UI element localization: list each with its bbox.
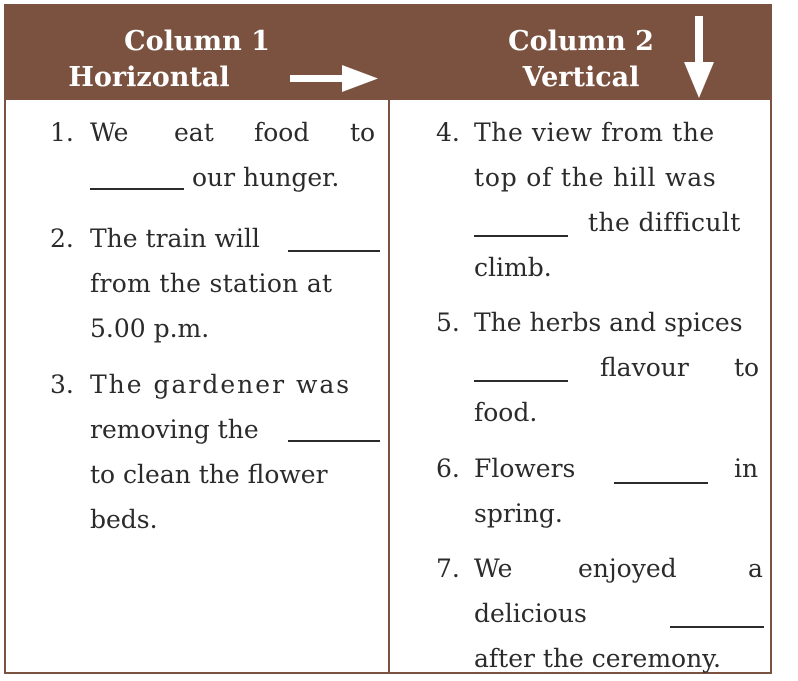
clue-text: delicious <box>474 599 587 628</box>
clue-5 <box>436 300 766 435</box>
column-2-direction: Vertical <box>522 62 640 93</box>
clue-4 <box>436 110 766 290</box>
table-header <box>6 6 770 100</box>
clue-text: in <box>734 454 759 483</box>
column-1-title: Column 1 <box>124 26 270 57</box>
clue-number: 2. <box>50 224 74 253</box>
clue-text: to clean the flower <box>90 460 328 489</box>
answer-blank <box>614 482 708 484</box>
clue-text: top of the hill was <box>474 163 717 192</box>
clue-1 <box>50 110 378 200</box>
clue-text: after the ceremony. <box>474 644 721 673</box>
clue-word: a <box>748 554 763 583</box>
column-1-direction: Horizontal <box>68 62 230 93</box>
clue-text: climb. <box>474 253 552 282</box>
clue-number: 5. <box>436 308 460 337</box>
column-divider <box>388 100 390 672</box>
clue-word: eat <box>174 118 214 147</box>
clue-number: 3. <box>50 370 74 399</box>
crossword-clue-table <box>4 4 772 674</box>
clue-text: The herbs and spices <box>474 308 743 337</box>
clue-text: The view from the <box>474 118 715 147</box>
clue-text: The train will <box>90 224 260 253</box>
clue-number: 4. <box>436 118 460 147</box>
column-2-title: Column 2 <box>508 26 654 57</box>
answer-blank <box>670 626 764 628</box>
clue-text: the difficult <box>588 208 741 237</box>
clue-text: 5.00 p.m. <box>90 314 210 343</box>
clue-number: 6. <box>436 454 460 483</box>
clue-text: our hunger. <box>192 163 340 192</box>
arrow-down-icon <box>682 16 716 100</box>
clue-3 <box>50 362 378 542</box>
clue-text: flavour <box>600 353 689 382</box>
clue-text: from the station at <box>90 269 333 298</box>
clue-7 <box>436 546 766 681</box>
clue-number: 7. <box>436 554 460 583</box>
clue-text: removing the <box>90 415 259 444</box>
answer-blank <box>90 188 184 190</box>
answer-blank <box>288 440 380 442</box>
clue-word: We <box>90 118 129 147</box>
clue-text: to <box>734 353 760 382</box>
answer-blank <box>474 380 568 382</box>
clue-text: spring. <box>474 499 563 528</box>
arrow-right-icon <box>290 64 380 94</box>
clue-2 <box>50 216 378 351</box>
clue-word: enjoyed <box>578 554 677 583</box>
clue-word: We <box>474 554 513 583</box>
clue-text: beds. <box>90 505 158 534</box>
answer-blank <box>474 235 568 237</box>
clue-number: 1. <box>50 118 74 147</box>
clue-text: food. <box>474 398 538 427</box>
answer-blank <box>288 250 380 252</box>
clue-text: The gardener was <box>90 370 352 399</box>
clue-text: Flowers <box>474 454 576 483</box>
clue-word: food <box>254 118 310 147</box>
clue-word: to <box>350 118 376 147</box>
clue-6 <box>436 446 766 536</box>
